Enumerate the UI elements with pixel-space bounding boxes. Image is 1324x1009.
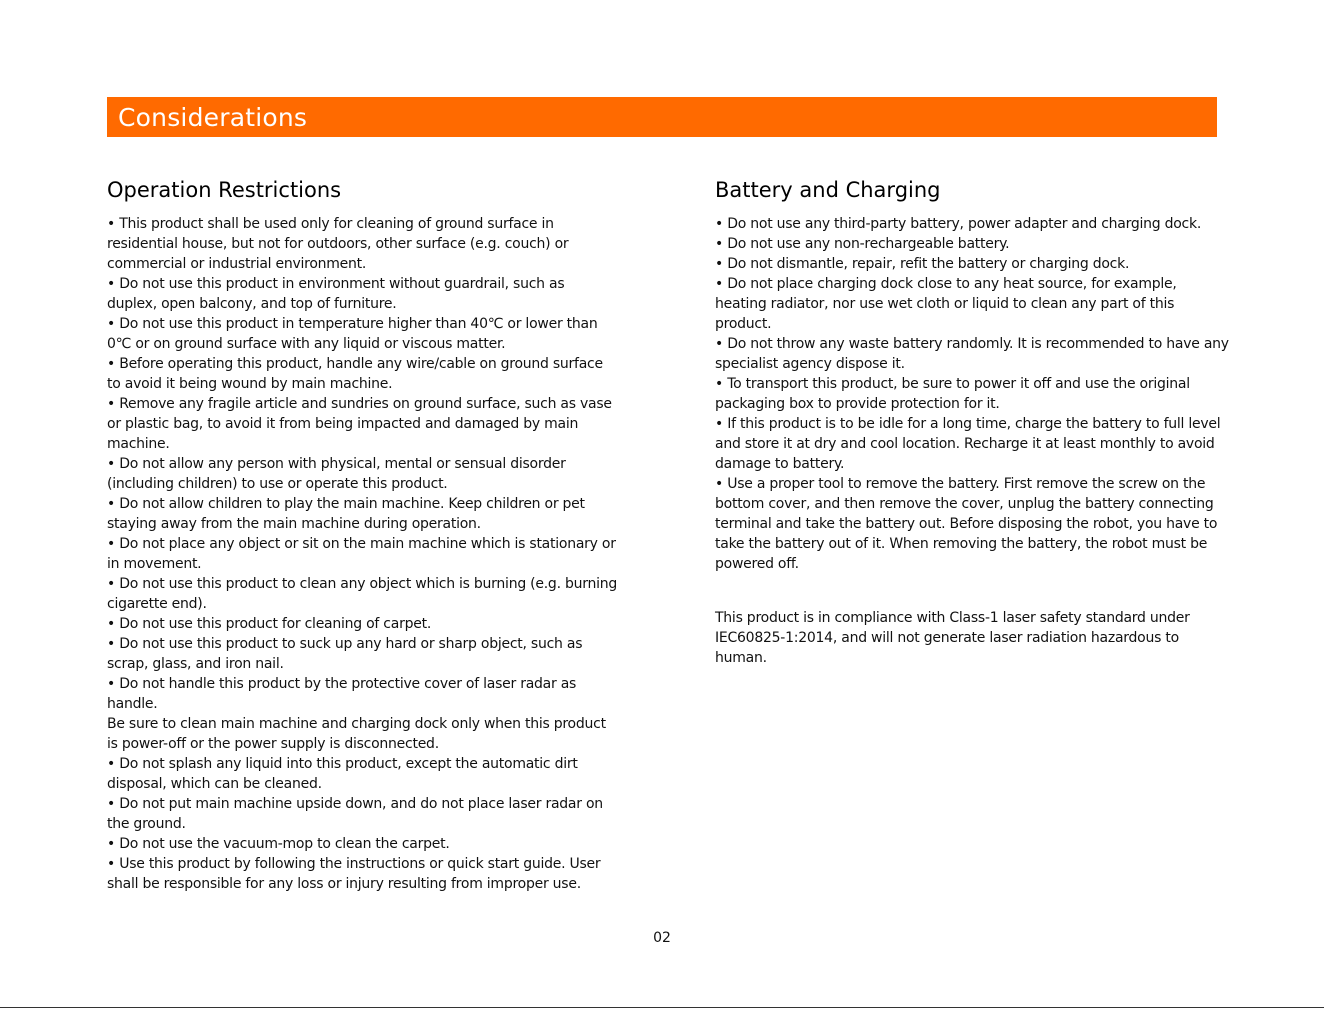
operation-item: • Do not splash any liquid into this product, except the automatic dirt disposal, which can be cleaned. — [107, 756, 578, 792]
battery-item: • Do not use any third-party battery, power adapter and charging dock. — [715, 216, 1202, 232]
operation-item: • Do not place any object or sit on the main machine which is stationary or in movement. — [107, 536, 616, 572]
operation-item: • Do not allow children to play the main machine. Keep children or pet staying away from the main machine during operation. — [107, 496, 585, 532]
laser-compliance-note: This product is in compliance with Class-1 laser safety standard under IEC60825-1:2014, and will not generate laser radiation hazardous to human. — [715, 610, 1190, 666]
page-bottom-divider — [0, 1007, 1324, 1008]
page-number: 02 — [653, 930, 671, 946]
battery-charging-section — [715, 174, 1230, 668]
operation-item: • Do not use this product in environment without guardrail, such as duplex, open balcony, and top of furniture. — [107, 276, 565, 312]
battery-item: • To transport this product, be sure to power it off and use the original packaging box to provide protection for it. — [715, 376, 1190, 412]
operation-item: Be sure to clean main machine and charging dock only when this product is power-off or the power supply is disconnected. — [107, 716, 606, 752]
battery-item: • Do not throw any waste battery randomly. It is recommended to have any specialist agency dispose it. — [715, 336, 1229, 372]
operation-item: • Do not allow any person with physical, mental or sensual disorder (including children) to use or operate this product. — [107, 456, 566, 492]
operation-item: • Before operating this product, handle any wire/cable on ground surface to avoid it being wound by main machine. — [107, 356, 603, 392]
operation-restrictions-heading: Operation Restrictions — [107, 178, 342, 202]
operation-item: • This product shall be used only for cleaning of ground surface in residential house, but not for outdoors, other surface (e.g. couch) or commercial or industrial environment. — [107, 216, 569, 272]
battery-item: • Do not use any non-rechargeable battery. — [715, 236, 1010, 252]
operation-item: • Do not use this product to clean any object which is burning (e.g. burning cigarette end). — [107, 576, 618, 612]
banner-title: Considerations — [118, 102, 308, 132]
battery-item: • Do not place charging dock close to any heat source, for example, heating radiator, nor use wet cloth or liquid to clean any part of this product. — [715, 276, 1177, 332]
battery-item: • Do not dismantle, repair, refit the battery or charging dock. — [715, 256, 1130, 272]
section-banner — [107, 97, 1217, 137]
operation-item: • Remove any fragile article and sundries on ground surface, such as vase or plastic bag, to avoid it from being impacted and damaged by main machine. — [107, 396, 612, 452]
operation-item: • Do not handle this product by the protective cover of laser radar as handle. — [107, 676, 577, 712]
operation-item: • Do not put main machine upside down, and do not place laser radar on the ground. — [107, 796, 603, 832]
operation-item: • Do not use this product for cleaning of carpet. — [107, 616, 432, 632]
battery-item: • Use a proper tool to remove the battery. First remove the screw on the bottom cover, and then remove the cover, unplug the battery connecting terminal and take the battery out. Before disposing the robot, you have to take the battery out of it. When removing the battery, the robot must be powered off. — [715, 476, 1218, 572]
operation-restrictions-section — [107, 174, 617, 894]
operation-item: • Do not use this product in temperature higher than 40℃ or lower than 0℃ or on ground surface with any liquid or viscous matter. — [107, 316, 598, 352]
operation-item: • Do not use the vacuum-mop to clean the carpet. — [107, 836, 450, 852]
operation-item: • Do not use this product to suck up any hard or sharp object, such as scrap, glass, and iron nail. — [107, 636, 583, 672]
battery-item: • If this product is to be idle for a long time, charge the battery to full level and store it at dry and cool location. Recharge it at least monthly to avoid damage to battery. — [715, 416, 1221, 472]
battery-charging-heading: Battery and Charging — [715, 178, 941, 202]
operation-item: • Use this product by following the instructions or quick start guide. User shall be responsible for any loss or injury resulting from improper use. — [107, 856, 601, 892]
